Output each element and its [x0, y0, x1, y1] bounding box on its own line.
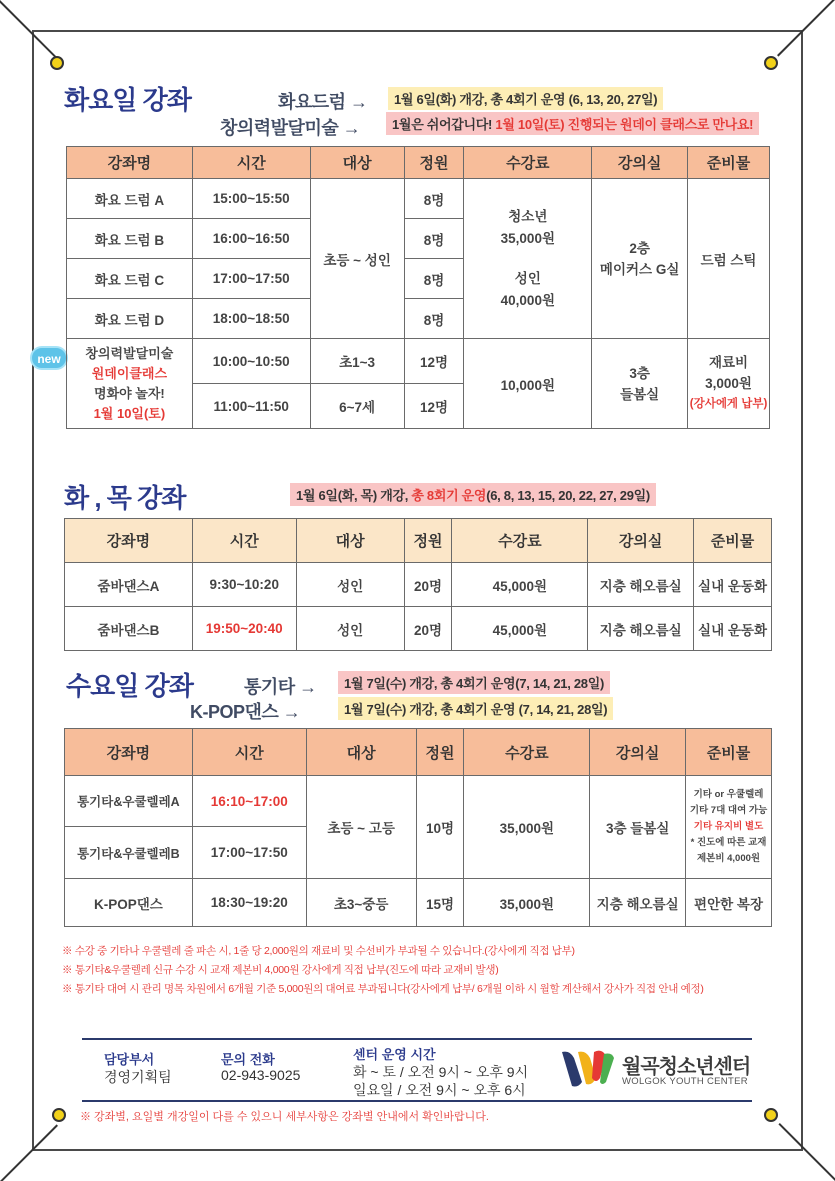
course-room: 지층 해오름실	[588, 607, 694, 651]
course-name: 줌바댄스B	[65, 607, 193, 651]
guitar-sup-2: 기타 7대 대여 가능	[689, 805, 768, 816]
course-name: K-POP댄스	[65, 879, 193, 927]
fee-youth-label: 청소년	[508, 208, 548, 224]
col-header: 정원	[404, 519, 452, 563]
course-capacity: 8명	[404, 299, 464, 339]
course-name: 화요 드럼 C	[67, 259, 193, 299]
footer-divider-bottom	[82, 1100, 752, 1102]
note-item: ※ 통기타&우쿨렐레 신규 수강 시 교재 제본비 4,000원 강사에게 직접 납부(진도에 따라 교재비 발생)	[62, 964, 499, 976]
col-header: 시간	[192, 729, 306, 776]
course-time: 16:00~16:50	[192, 219, 310, 259]
kpop-label: K-POP댄스 →	[190, 702, 301, 722]
corner-rope	[0, 1124, 58, 1181]
footer-divider-top	[82, 1038, 752, 1040]
course-time: 11:00~11:50	[192, 384, 310, 429]
col-header: 수강료	[452, 519, 588, 563]
tue-thu-note-b: 총 8회기 운영	[411, 488, 487, 503]
col-header: 준비물	[688, 147, 770, 179]
course-target: 초3~중등	[306, 879, 416, 927]
grommet-icon	[764, 56, 778, 70]
col-header: 강의실	[590, 729, 686, 776]
col-header: 강좌명	[65, 519, 193, 563]
course-time: 18:30~19:20	[192, 879, 306, 927]
course-name: 화요 드럼 D	[67, 299, 193, 339]
notes-list	[62, 942, 782, 999]
corner-rope	[778, 1123, 835, 1181]
course-target: 성인	[296, 563, 404, 607]
course-name: 화요 드럼 B	[67, 219, 193, 259]
course-target: 초등 ~ 성인	[310, 179, 404, 339]
wednesday-title: 수요일 강좌	[66, 671, 193, 701]
guitar-sup-5: 제본비 4,000원	[696, 853, 761, 864]
fee-adult: 40,000원	[500, 292, 555, 308]
supplies-3: (강사에게 납부)	[689, 398, 768, 410]
logo-text-en: WOLGOK YOUTH CENTER	[622, 1076, 748, 1087]
col-header: 강의실	[588, 519, 694, 563]
dept-value: 경영기획팀	[104, 1069, 172, 1085]
hours-line-1: 화 ~ 토 / 오전 9시 ~ 오후 9시	[353, 1064, 529, 1080]
course-time: 17:00~17:50	[192, 827, 306, 879]
col-header: 시간	[192, 147, 310, 179]
course-capacity: 8명	[404, 259, 464, 299]
tue-thu-note-c: (6, 8, 13, 15, 20, 22, 27, 29일)	[486, 488, 650, 503]
course-fee: 35,000원	[464, 879, 590, 927]
logo-text-kr: 월곡청소년센터	[622, 1056, 751, 1078]
course-fee: 10,000원	[464, 339, 592, 429]
note-item: ※ 통기타 대여 시 관리 명목 차원에서 6개월 기준 5,000원의 대여료 부과됩니다(강사에게 납부/ 6개월 이하 시 월할 계산해서 강사가 직접 안내 예정)	[62, 983, 704, 995]
course-fee: 45,000원	[452, 607, 588, 651]
art-name-2: 원데이클래스	[91, 365, 168, 381]
course-target: 6~7세	[310, 384, 404, 429]
course-capacity: 20명	[404, 607, 452, 651]
drum-schedule-note: 1월 6일(화) 개강, 총 4회기 운영 (6, 13, 20, 27일)	[388, 87, 663, 110]
table-row	[65, 563, 772, 607]
col-header: 대상	[310, 147, 404, 179]
col-header: 대상	[296, 519, 404, 563]
tue-thu-note-a: 1월 6일(화, 목) 개강,	[296, 488, 409, 503]
tue-thu-table	[64, 518, 772, 651]
course-name: 통기타&우쿨렐레B	[65, 827, 193, 879]
col-header: 정원	[416, 729, 464, 776]
hours-line-2: 일요일 / 오전 9시 ~ 오후 6시	[353, 1082, 526, 1098]
course-supplies	[686, 776, 772, 879]
table-row	[65, 879, 772, 927]
phone-value: 02-943-9025	[221, 1067, 301, 1083]
course-supplies	[688, 339, 770, 429]
course-time: 19:50~20:40	[192, 607, 296, 651]
course-capacity: 12명	[404, 339, 464, 384]
grommet-icon	[52, 1108, 66, 1122]
col-header: 수강료	[464, 729, 590, 776]
bottom-note: ※ 강좌별, 요일별 개강일이 다를 수 있으니 세부사항은 강좌별 안내에서 확인바랍니다.	[80, 1111, 489, 1123]
course-supplies: 실내 운동화	[694, 563, 772, 607]
tue-thu-title: 화 , 목 강좌	[64, 483, 186, 513]
guitar-label: 통기타 →	[244, 677, 317, 697]
course-time: 15:00~15:50	[192, 179, 310, 219]
phone-label: 문의 전화	[221, 1052, 275, 1067]
art-name-3: 명화야 놀자!	[94, 385, 165, 401]
room-floor: 2층	[629, 240, 650, 256]
new-badge: new	[30, 346, 68, 370]
course-room: 3층 들봄실	[590, 776, 686, 879]
wednesday-table	[64, 728, 772, 927]
tuesday-title: 화요일 강좌	[64, 85, 191, 115]
course-time: 16:10~17:00	[192, 776, 306, 827]
kpop-schedule-note: 1월 7일(수) 개강, 총 4회기 운영 (7, 14, 21, 28일)	[338, 697, 613, 720]
course-name: 줌바댄스A	[65, 563, 193, 607]
col-header: 대상	[306, 729, 416, 776]
course-capacity: 8명	[404, 219, 464, 259]
room-floor: 3층	[629, 365, 650, 381]
guitar-sup-4: * 진도에 따른 교재	[690, 837, 767, 848]
dept-label: 담당부서	[104, 1052, 155, 1067]
course-room	[592, 179, 688, 339]
course-fee: 45,000원	[452, 563, 588, 607]
course-target: 성인	[296, 607, 404, 651]
course-time: 18:00~18:50	[192, 299, 310, 339]
fee-adult-label: 성인	[514, 270, 541, 286]
course-fee: 35,000원	[464, 776, 590, 879]
course-target: 초등 ~ 고등	[306, 776, 416, 879]
art-note-b: 1월 10일(토) 진행되는 원데이 클래스로 만나요!	[495, 117, 754, 132]
course-capacity: 12명	[404, 384, 464, 429]
course-name: 통기타&우쿨렐레A	[65, 776, 193, 827]
art-note-a: 1월은 쉬어갑니다!	[392, 117, 493, 132]
hours-label: 센터 운영 시간	[353, 1047, 436, 1062]
room-name: 메이커스 G실	[599, 261, 680, 277]
table-row	[65, 776, 772, 827]
col-header: 강좌명	[67, 147, 193, 179]
art-name-1: 창의력발달미술	[85, 345, 174, 361]
course-time: 10:00~10:50	[192, 339, 310, 384]
table-row	[67, 179, 770, 219]
note-item: ※ 수강 중 기타나 우쿨렐레 줄 파손 시, 1줄 당 2,000원의 재료비 및 수선비가 부과될 수 있습니다.(강사에게 직접 납부)	[62, 945, 575, 957]
col-header: 수강료	[464, 147, 592, 179]
guitar-sup-1: 기타 or 우쿨렐레	[693, 789, 764, 800]
room-name: 들봄실	[620, 386, 660, 402]
art-schedule-note	[386, 112, 759, 135]
col-header: 시간	[192, 519, 296, 563]
corner-rope	[0, 0, 57, 58]
center-logo-icon	[560, 1048, 616, 1090]
fee-youth: 35,000원	[500, 230, 555, 246]
course-time: 9:30~10:20	[192, 563, 296, 607]
supplies-2: 3,000원	[705, 376, 752, 391]
grommet-icon	[50, 56, 64, 70]
course-room: 지층 해오름실	[590, 879, 686, 927]
guitar-schedule-note: 1월 7일(수) 개강, 총 4회기 운영(7, 14, 21, 28일)	[338, 671, 610, 694]
art-course-name	[67, 339, 193, 429]
course-supplies: 드럼 스틱	[688, 179, 770, 339]
art-name-4: 1월 10일(토)	[93, 405, 166, 421]
tuesday-table	[66, 146, 770, 429]
course-time: 17:00~17:50	[192, 259, 310, 299]
table-row	[67, 339, 770, 384]
art-label: 창의력발달미술 →	[220, 118, 361, 138]
course-name: 화요 드럼 A	[67, 179, 193, 219]
col-header: 정원	[404, 147, 464, 179]
supplies-1: 재료비	[708, 355, 749, 370]
course-fee	[464, 179, 592, 339]
course-supplies: 편안한 복장	[686, 879, 772, 927]
col-header: 강의실	[592, 147, 688, 179]
course-capacity: 15명	[416, 879, 464, 927]
drum-label: 화요드럼 →	[278, 92, 368, 112]
tue-thu-schedule-note	[290, 483, 656, 506]
course-capacity: 20명	[404, 563, 452, 607]
course-room: 지층 해오름실	[588, 563, 694, 607]
course-target: 초1~3	[310, 339, 404, 384]
course-capacity: 8명	[404, 179, 464, 219]
course-room	[592, 339, 688, 429]
table-row	[65, 607, 772, 651]
col-header: 강좌명	[65, 729, 193, 776]
col-header: 준비물	[694, 519, 772, 563]
guitar-sup-3: 기타 유지비 별도	[693, 821, 764, 832]
course-supplies: 실내 운동화	[694, 607, 772, 651]
grommet-icon	[764, 1108, 778, 1122]
corner-rope	[777, 0, 835, 57]
course-capacity: 10명	[416, 776, 464, 879]
col-header: 준비물	[686, 729, 772, 776]
